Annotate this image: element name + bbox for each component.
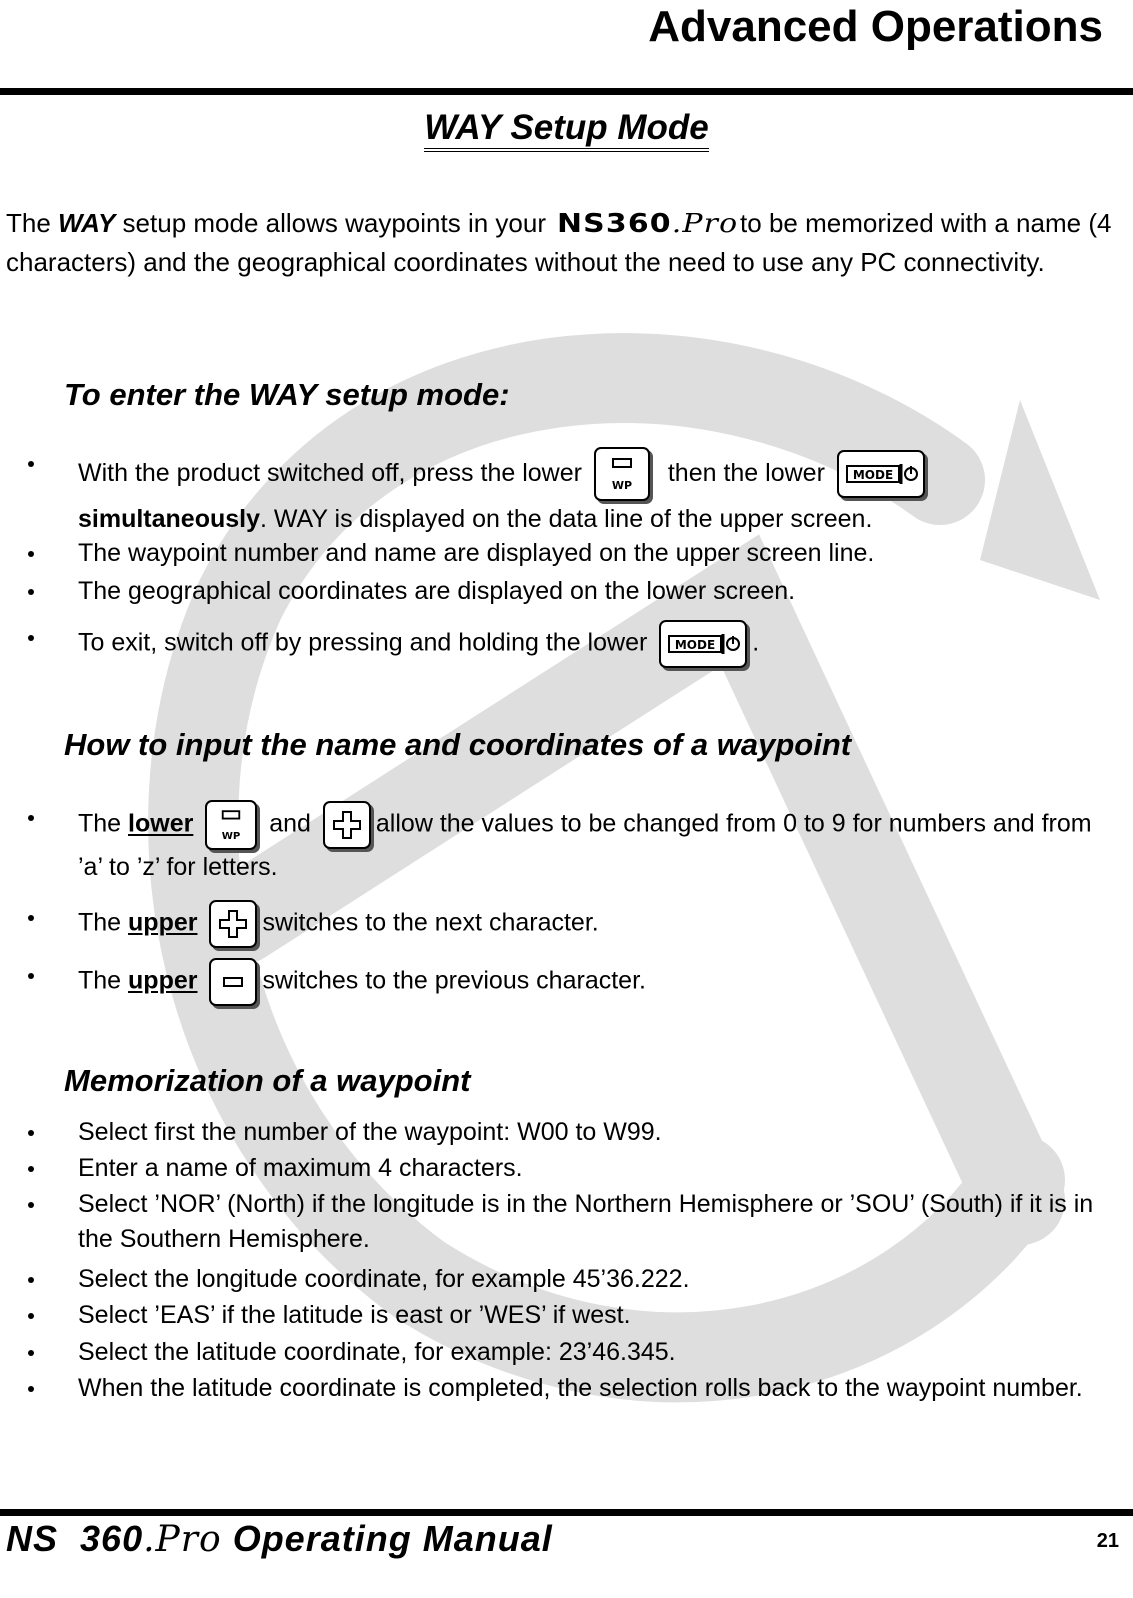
mode-power-button-icon (659, 620, 747, 668)
list-item: The geographical coordinates are displayed on the lower screen. (78, 574, 1118, 609)
list-item: With the product switched off, press the lower WP then the lower MODE (78, 446, 1118, 501)
list-item: The waypoint number and name are displayed on the upper screen line. (78, 536, 1118, 571)
page-number: 21 (1096, 1530, 1119, 1552)
plus-button-icon (323, 801, 371, 849)
ns360-pro-logo: NS360.Pro (557, 209, 739, 239)
list-item: The upper switches to the previous character. (78, 958, 1118, 1006)
list-item: Select ’NOR’ (North) if the longitude is in the Northern Hemisphere or ’SOU’ (South) if it is in the Southern Hemisphere. (78, 1187, 1118, 1257)
list-item-continued: simultaneously. WAY is displayed on the data line of the upper screen. (78, 505, 873, 533)
list-item: Enter a name of maximum 4 characters. (78, 1151, 1118, 1186)
input-heading: How to input the name and coordinates of a waypoint (64, 727, 852, 762)
footer-brand: NS 360.Pro Operating Manual (6, 1518, 553, 1560)
minus-button-icon (209, 958, 257, 1006)
list-item: Select ’EAS’ if the latitude is east or ’WES’ if west. (78, 1298, 1118, 1333)
list-item: Select the latitude coordinate, for example: 23’46.345. (78, 1335, 1118, 1370)
header-rule (0, 88, 1133, 95)
footer-rule (0, 1509, 1133, 1516)
svg-text:WP: WP (611, 479, 633, 493)
wp-minus-button-icon (205, 800, 257, 850)
chapter-title: Advanced Operations (648, 2, 1103, 51)
wp-minus-button-icon (594, 447, 650, 501)
upper-term: upper (128, 908, 198, 937)
section-title: WAY Setup Mode (0, 108, 1133, 148)
list-item: Select the longitude coordinate, for example 45’36.222. (78, 1262, 1118, 1297)
way-term: WAY (58, 208, 116, 238)
memorization-heading: Memorization of a waypoint (64, 1063, 471, 1098)
list-item: When the latitude coordinate is completed, the selection rolls back to the waypoint number. (78, 1371, 1118, 1406)
list-item: The lower WP and allow the values to be changed from 0 to 9 for numbers and from ’a’ to ’z’ for letters. (78, 800, 1118, 885)
mode-power-button-icon (837, 450, 925, 498)
list-item: Select first the number of the waypoint: W00 to W99. (78, 1115, 1118, 1150)
lower-term: lower (128, 809, 194, 838)
list-item: The upper switches to the next character. (78, 900, 1118, 948)
upper-term: upper (128, 966, 198, 995)
intro-paragraph: The WAY setup mode allows waypoints in your NS360.Pro to be memorized with a name (4 characters) and the geographical coordinates without the need to use any PC connectivity. (6, 204, 1116, 281)
svg-text:MODE: MODE (852, 468, 894, 483)
list-item: To exit, switch off by pressing and holding the lower MODE . (78, 620, 1118, 668)
svg-text:MODE: MODE (675, 638, 716, 652)
svg-text:WP: WP (222, 830, 241, 842)
enter-mode-heading: To enter the WAY setup mode: (64, 377, 510, 412)
plus-button-icon (209, 900, 257, 948)
